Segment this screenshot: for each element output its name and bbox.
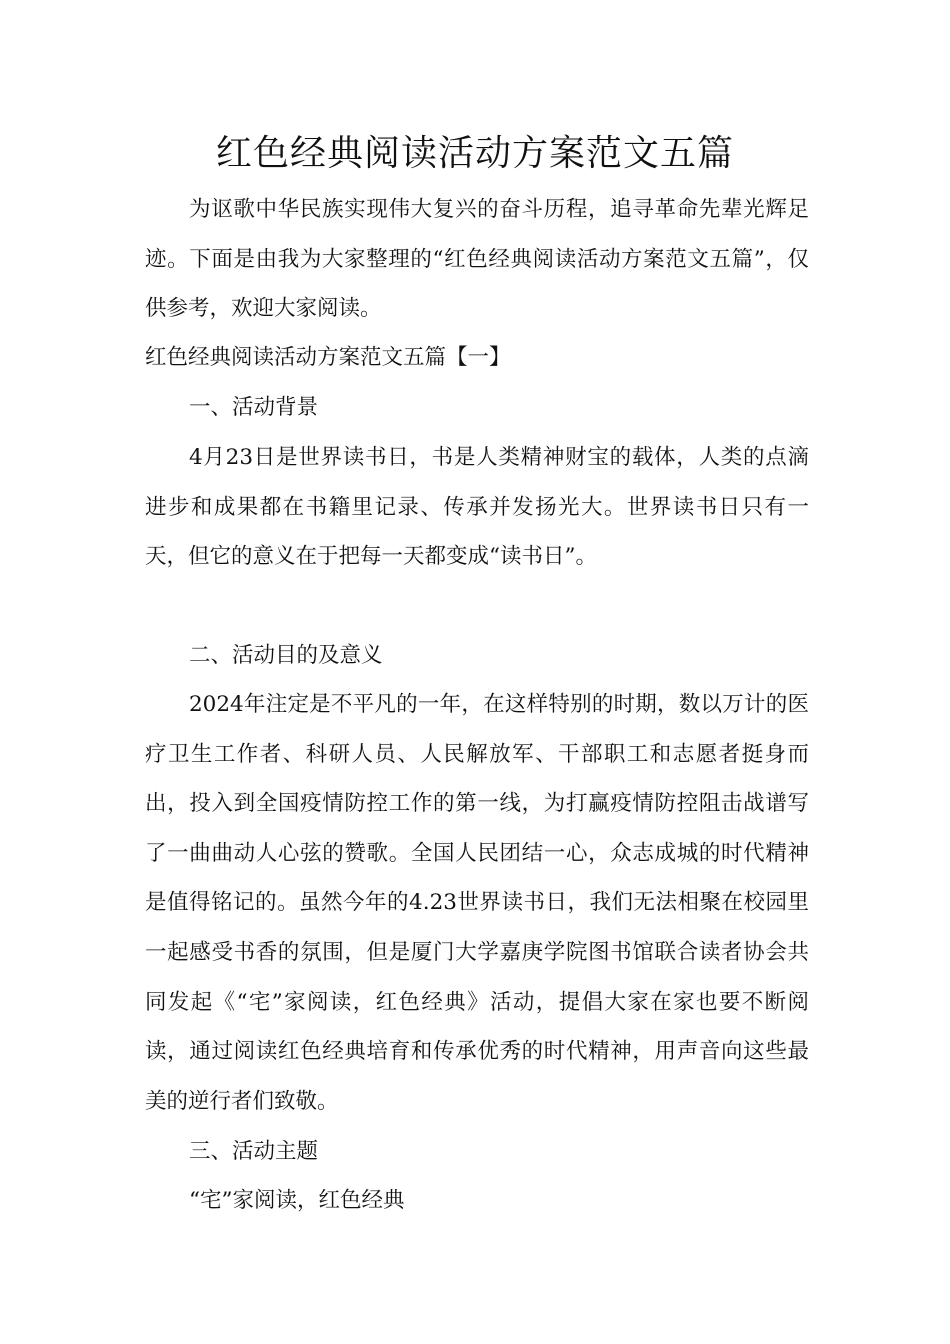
- document-title: 红色经典阅读活动方案范文五篇: [215, 133, 734, 174]
- theme-text: “宅”家阅读，红色经典: [189, 1188, 405, 1213]
- section-title: 红色经典阅读活动方案范文五篇【一】: [145, 345, 511, 370]
- background-heading: 一、活动背景: [189, 395, 319, 420]
- theme-heading: 三、活动主题: [189, 1139, 319, 1164]
- purpose-heading: 二、活动目的及意义: [189, 643, 383, 668]
- background-paragraph: 4月23日是世界读书日，书是人类精神财宝的载体，人类的点滴进步和成果都在书籍里记录、传承并发扬光大。世界读书日只有一天，但它的意义在于把每一天都变成“读书日”。: [145, 445, 809, 570]
- purpose-paragraph: 2024年注定是不平凡的一年，在这样特别的时期，数以万计的医疗卫生工作者、科研人员、人民解放军、干部职工和志愿者挺身而出，投入到全国疫情防控工作的第一线，为打赢疫情防控阻击战谱写了一曲曲动人心弦的赞歌。全国人民团结一心，众志成城的时代精神是值得铭记的。虽然今年的4.23世界读书日，我们无法相聚在校园里一起感受书香的氛围，但是厦门大学嘉庚学院图书馆联合读者协会共同发起《“宅”家阅读，红色经典》活动，提倡大家在家也要不断阅读，通过阅读红色经典培育和传承优秀的时代精神，用声音向这些最美的逆行者们致敬。: [145, 692, 809, 1114]
- intro-paragraph: 为讴歌中华民族实现伟大复兴的奋斗历程，追寻革命先辈光辉足迹。下面是由我为大家整理的“红色经典阅读活动方案范文五篇”，仅供参考，欢迎大家阅读。: [145, 197, 809, 322]
